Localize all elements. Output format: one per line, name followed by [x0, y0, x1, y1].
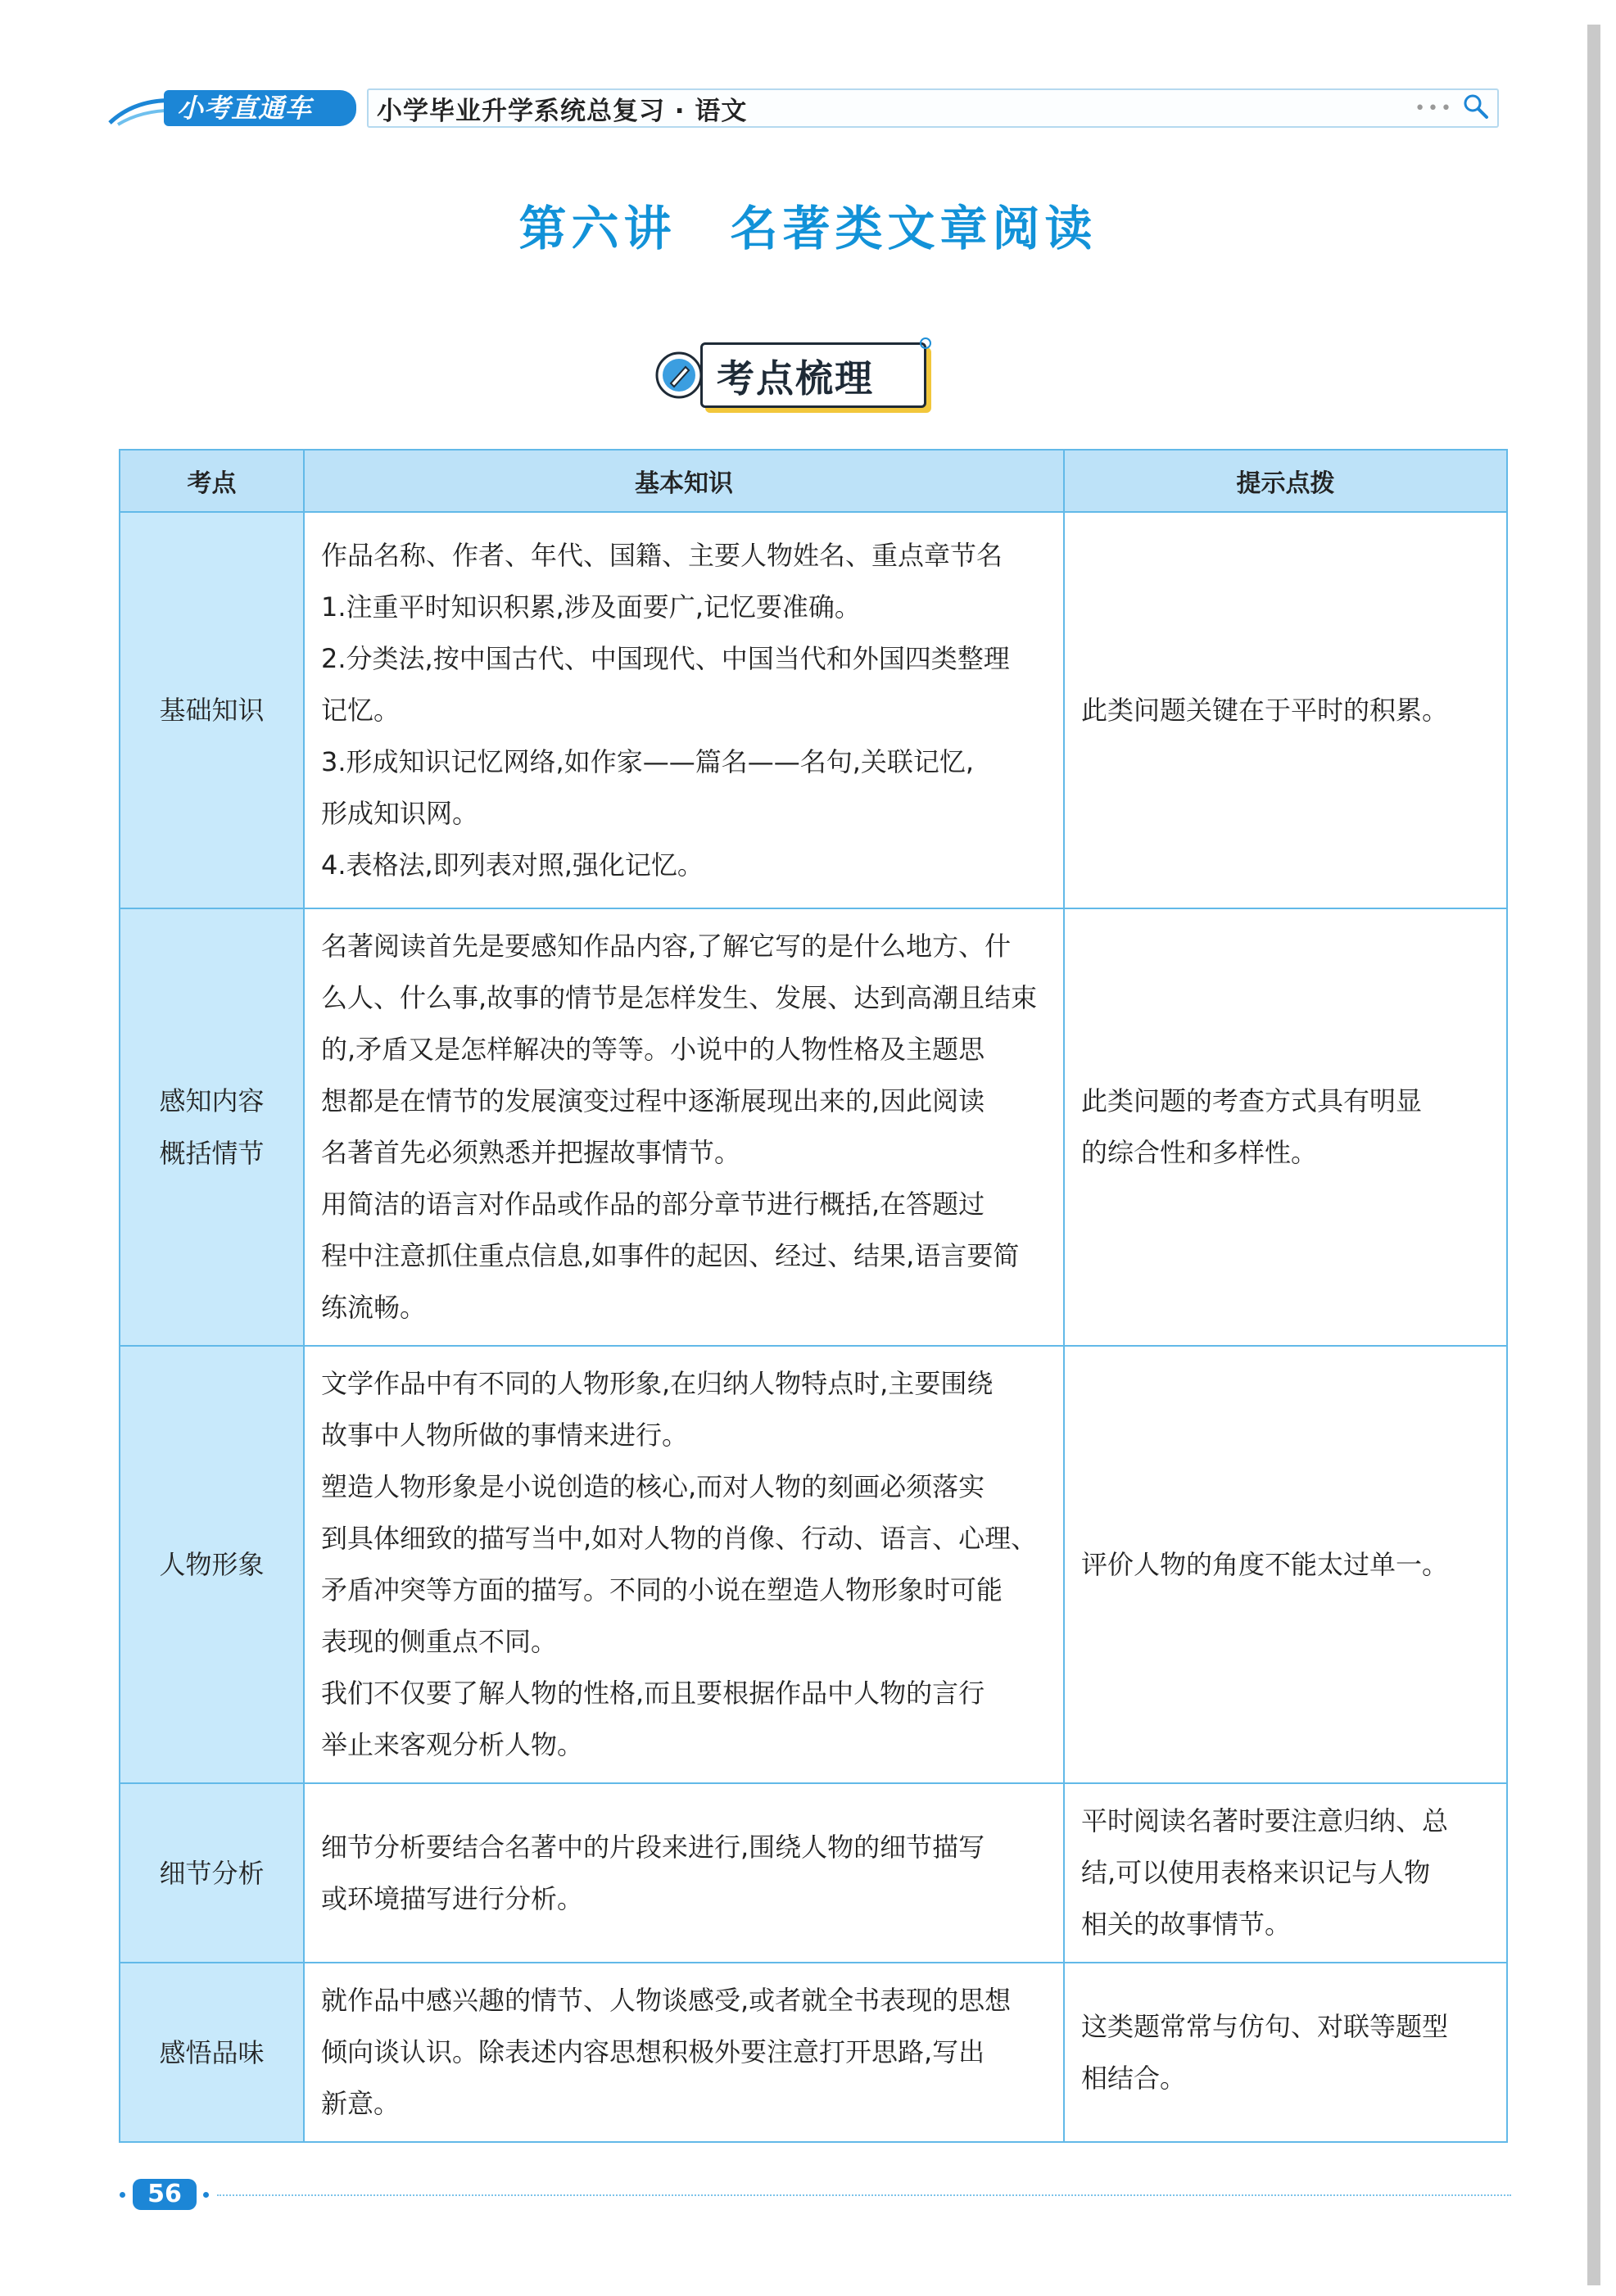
table-row: [120, 512, 1507, 908]
column-header-topic: 考点: [120, 450, 304, 512]
logo-text: 小考直通车: [164, 90, 356, 126]
topic-line: 概括情节: [159, 1138, 265, 1169]
knowledge-cell: [304, 1346, 1064, 1783]
knowledge-line: 程中注意抓住重点信息,如事件的起因、经过、结果,语言要简: [321, 1240, 1020, 1271]
tip-line: 平时阅读名著时要注意归纳、总: [1081, 1805, 1449, 1836]
tip-cell: [1064, 908, 1507, 1346]
knowledge-line: 就作品中感兴趣的情节、人物谈感受,或者就全书表现的思想: [321, 1985, 1012, 2016]
knowledge-line: 作品名称、作者、年代、国籍、主要人物姓名、重点章节名: [321, 539, 1003, 571]
knowledge-line: 记忆。: [321, 694, 401, 726]
logo: [106, 82, 356, 129]
knowledge-line: 倾向谈认识。除表述内容思想积极外要注意打开思路,写出: [321, 2036, 985, 2067]
knowledge-cell: [304, 512, 1064, 908]
footer-rule: [217, 2194, 1511, 2196]
knowledge-line: 塑造人物形象是小说创造的核心,而对人物的刻画必须落实: [321, 1471, 985, 1502]
pencil-icon: [651, 347, 708, 401]
topic-line: 人物形象: [159, 1549, 265, 1580]
table-row: [120, 1783, 1507, 1963]
knowledge-line: 名著首先必须熟悉并把握故事情节。: [321, 1137, 741, 1168]
topic-cell: [120, 512, 304, 908]
knowledge-line: 到具体细致的描写当中,如对人物的肖像、行动、语言、心理、: [321, 1523, 1038, 1554]
lecture-number: 第六讲: [518, 201, 677, 256]
knowledge-line: 矛盾冲突等方面的描写。不同的小说在塑造人物形象时可能: [321, 1574, 1003, 1605]
tip-cell: [1064, 1783, 1507, 1963]
topic-cell: [120, 908, 304, 1346]
knowledge-line: 举止来客观分析人物。: [321, 1729, 584, 1760]
knowledge-line: 的,矛盾又是怎样解决的等等。小说中的人物性格及主题思: [321, 1034, 985, 1065]
tip-line: 结,可以使用表格来识记与人物: [1081, 1857, 1431, 1888]
knowledge-line: 名著阅读首先是要感知作品内容,了解它写的是什么地方、什: [321, 931, 1012, 962]
footer-dot-icon: [120, 2192, 125, 2198]
knowledge-line: 用简洁的语言对作品或作品的部分章节进行概括,在答题过: [321, 1189, 985, 1220]
knowledge-line: 3.形成知识记忆网络,如作家——篇名——名句,关联记忆,: [321, 745, 975, 777]
tip-cell: [1064, 1346, 1507, 1783]
section-badge: [651, 337, 938, 411]
knowledge-line: 故事中人物所做的事情来进行。: [321, 1420, 689, 1451]
table-header-row: [120, 450, 1507, 512]
page-header: [106, 82, 1499, 129]
knowledge-cell: [304, 1783, 1064, 1963]
tip-cell: [1064, 512, 1507, 908]
tip-line: 相结合。: [1081, 2062, 1187, 2094]
knowledge-line: 表现的侧重点不同。: [321, 1626, 558, 1657]
book-title: 小学毕业升学系统总复习 · 语文: [377, 97, 748, 126]
tip-line: 评价人物的角度不能太过单一。: [1081, 1548, 1449, 1580]
tip-line: 这类题常常与仿句、对联等题型: [1081, 2010, 1449, 2042]
knowledge-line: 2.分类法,按中国古代、中国现代、中国当代和外国四类整理: [321, 642, 1010, 674]
topic-cell: [120, 1963, 304, 2142]
tip-line: 的综合性和多样性。: [1081, 1137, 1318, 1168]
topic-line: 感悟品味: [159, 2036, 265, 2068]
scan-edge: [1587, 25, 1600, 2285]
table-row: [120, 908, 1507, 1346]
knowledge-line: 练流畅。: [321, 1292, 427, 1323]
knowledge-line: 么人、什么事,故事的情节是怎样发生、发展、达到高潮且结束: [321, 982, 1038, 1013]
topic-line: 细节分析: [159, 1857, 265, 1889]
knowledge-line: 想都是在情节的发展演变过程中逐渐展现出来的,因此阅读: [321, 1085, 985, 1116]
topic-cell: [120, 1346, 304, 1783]
page-number: 56: [133, 2179, 197, 2210]
knowledge-line: 文学作品中有不同的人物形象,在归纳人物特点时,主要围绕: [321, 1368, 994, 1399]
table-row: [120, 1963, 1507, 2142]
badge-dot-icon: [920, 337, 931, 349]
tip-cell: [1064, 1963, 1507, 2142]
topic-line: 感知内容: [159, 1085, 265, 1116]
table-row: [120, 1346, 1507, 1783]
knowledge-cell: [304, 908, 1064, 1346]
knowledge-line: 4.表格法,即列表对照,强化记忆。: [321, 849, 704, 881]
page-title: [0, 190, 1616, 259]
header-dots: •••: [1415, 98, 1454, 119]
tip-line: 相关的故事情节。: [1081, 1909, 1292, 1940]
knowledge-line: 我们不仅要了解人物的性格,而且要根据作品中人物的言行: [321, 1678, 985, 1709]
knowledge-line: 形成知识网。: [321, 797, 479, 829]
column-header-knowledge: 基本知识: [304, 450, 1064, 512]
knowledge-cell: [304, 1963, 1064, 2142]
search-icon: [1461, 92, 1489, 120]
knowledge-line: 细节分析要结合名著中的片段来进行,围绕人物的细节描写: [321, 1831, 985, 1863]
topic-line: 基础知识: [159, 695, 265, 726]
lecture-name: 名著类文章阅读: [730, 201, 1098, 256]
knowledge-line: 新意。: [321, 2088, 401, 2119]
tip-line: 此类问题的考查方式具有明显: [1081, 1085, 1423, 1116]
tip-line: 此类问题关键在于平时的积累。: [1081, 694, 1449, 726]
knowledge-line: 1.注重平时知识积累,涉及面要广,记忆要准确。: [321, 591, 861, 623]
section-title: 考点梳理: [717, 356, 874, 401]
topic-cell: [120, 1783, 304, 1963]
exam-points-table: [119, 449, 1508, 2143]
footer-dot-icon: [203, 2192, 209, 2198]
page-footer: [115, 2179, 1507, 2212]
knowledge-line: 或环境描写进行分析。: [321, 1882, 584, 1914]
column-header-tips: 提示点拨: [1064, 450, 1507, 512]
